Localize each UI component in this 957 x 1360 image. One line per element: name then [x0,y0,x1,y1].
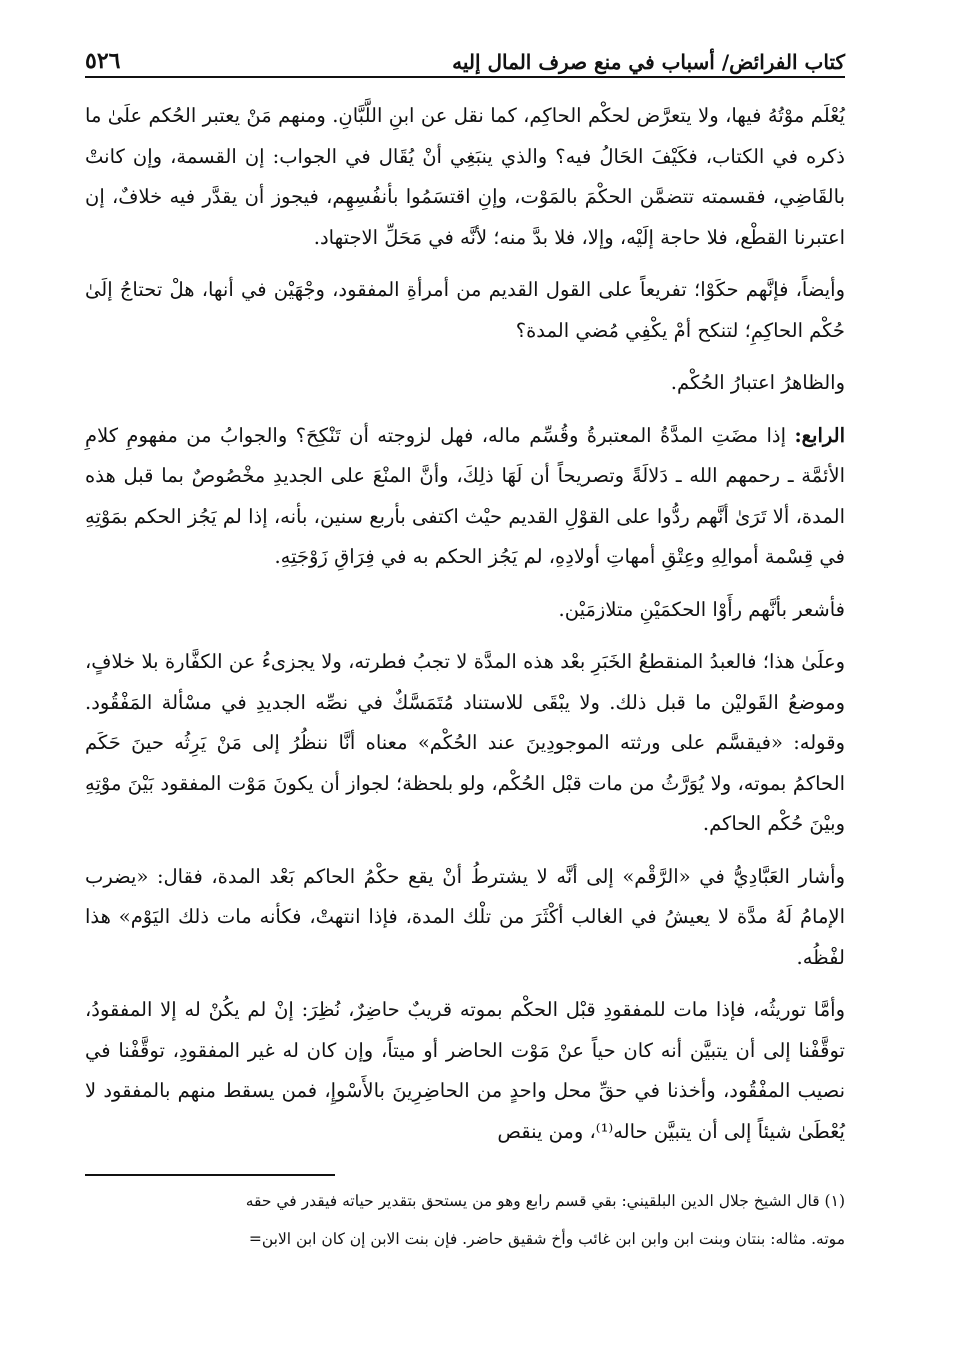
paragraph-text: إذا مضَتِ المدَّةُ المعتبرةُ وقُسِّم ماله، فهل لزوجته أن تَنْكِحَ؟ والجوابُ من مفهومِ كلامِ الأئمَّة ـ رحمهم الله ـ دَلالَةً وتصريحاً أن لَهَا ذلِكَ، وأنَّ المنْعَ على الجديدِ مخْصُوصٌ بما قبل هذه المدة، ألا تَرَىٰ أنَّهم ردُّوا على القوْلِ القديم حيْث اكتفى بأربع سنين، بأنه، إذا لم يَجُز الحكم بمَوْتِهِ في قِسْمة أموالِهِ وعِتْقِ أمهاتِ أولادِهِ، لم يَجُز الحكم به في فِرَاقِ زَوْجَتِهِ. [85,423,845,568]
section-label: الرابع: [794,423,845,447]
paragraph: وأشار العَبَّادِيُّ في «الرَّقْم» إلى أنَّه لا يشترطُ أنْ يقع حكْمُ الحاكم بَعْد المدة، فقال: «يضرب الإمامُ لَهُ مدَّة لا يعيشُ في الغالب أكْثَرَ من تلْك المدة، فإذا انتهتْ، فكأنه مات ذلك اليَوْم» هذا لفْظُه. [85,864,845,969]
main-text [85,96,845,1152]
footnote-separator [85,1174,335,1176]
running-header [85,38,845,74]
chapter-title: كتاب الفرائض/ أسباب في منع صرف المال إليه [452,50,845,74]
footnote-line: موته. مثاله: بنتان وبنت ابن وابن ابن غائب وأخ شقيق حاضر. فإن بنت الابن إن كان ابن الابن= [248,1230,845,1248]
page-number: ٥٢٦ [85,48,121,74]
paragraph: وأيضاً، فإنَّهم حكَوْا؛ تفريعاً على القول القديم من أمرأةِ المفقود، وجْهَيْن في أنها، هلْ تحتاجُ إلَىٰ حُكْم الحاكِمِ؛ لتنكح أمْ يكْفِي مُضي المدة؟ [85,278,845,342]
paragraph: والظاهرُ اعتبارُ الحُكْم. [670,371,845,394]
header-rule [85,76,845,78]
paragraph-fourth [85,416,845,578]
paragraph: وأمَّا توريثُه، فإذا مات للمفقودِ قبْل الحكْم بموته قريبٌ حاضِرٌ، نُظِرَ: إنْ لم يكُنْ له إلا المفقودُ، توقَّفْنا إلى أن يتبيَّن أنه كان حياً عنْ مَوْت الحاضر أو ميتاً، وإن كان له غير المفقودِ، توقَّفْنا في نصيب المفْقُود، وأخذنا في حقِّ محل واحدٍ من الحاضِرِينَ بالأَسْوإِ، فمن يسقط منهم بالمفقود لا يُعْطَىٰ شيئاً إلى أن يتبيَّن حاله⁽¹⁾، ومن ينقص [85,998,845,1143]
footnotes [85,1182,845,1258]
paragraph: وعلَىٰ هذا؛ فالعبدُ المنقطعُ الخَبَرِ بعْد هذه المدَّة لا تجبُ فطرته، ولا يجزىءُ عن الكفَّارة بلا خلافٍ، وموضعُ القَوليْن ما قبل ذلك. ولا يبْقَى للاستناد مُتَمَسَّكٌ في نصِّه الجديدِ في مسْألة المَفْقُود. وقوله: «فيقسَّم على ورثته الموجودِينَ عند الحُكْم» معناه أنَّا ننظُرُ إلى مَنْ يَرِثُه حينَ حَكَم الحاكمُ بموته، ولا يُوَرَّثُ من مات قبْل الحُكْم، ولو بلحظة؛ لجواز أن يكونَ مَوْت المفقود بَيْنَ موْتِهِ وبيْنَ حُكْم الحاكم. [85,650,845,835]
paragraph: يُعْلَم موْتُهُ فيها، ولا يتعرَّض لحكْم الحاكِم، كما نقل عن ابنِ اللَّبَّانِ. ومنهم مَنْ يعتبر الحُكم علَىٰ ما ذكره في الكتاب، فكَيْفَ الحَالُ فيه؟ والذي ينبَغِي أنْ يُقَال في الجواب: إن القسمة، وإن كانتْ بالقَاضِي، فقسمته تتضمَّن الحكْمَ بالمَوْت، وإنِ اقتسَمُوا بأنفُسِهِم، فيجوز أن يقدَّر فيه خلافٌ، إن اعتبرنا القطْع، فلا حاجة إلَيْه، وإلا، فلا بدَّ منه؛ لأنَّه في مَحَلِّ الاجتهاد. [85,104,845,249]
book-page [85,38,845,1258]
paragraph: فأشعر بأنَّهم رأَوْا الحكمَيْنِ متلازمَيْن. [558,597,845,621]
footnote-line: (١) قال الشيخ جلال الدين البلقيني: بقي قسم رابع وهو من يستحق بتقدير حياته فيقدر في حقه [245,1192,845,1210]
